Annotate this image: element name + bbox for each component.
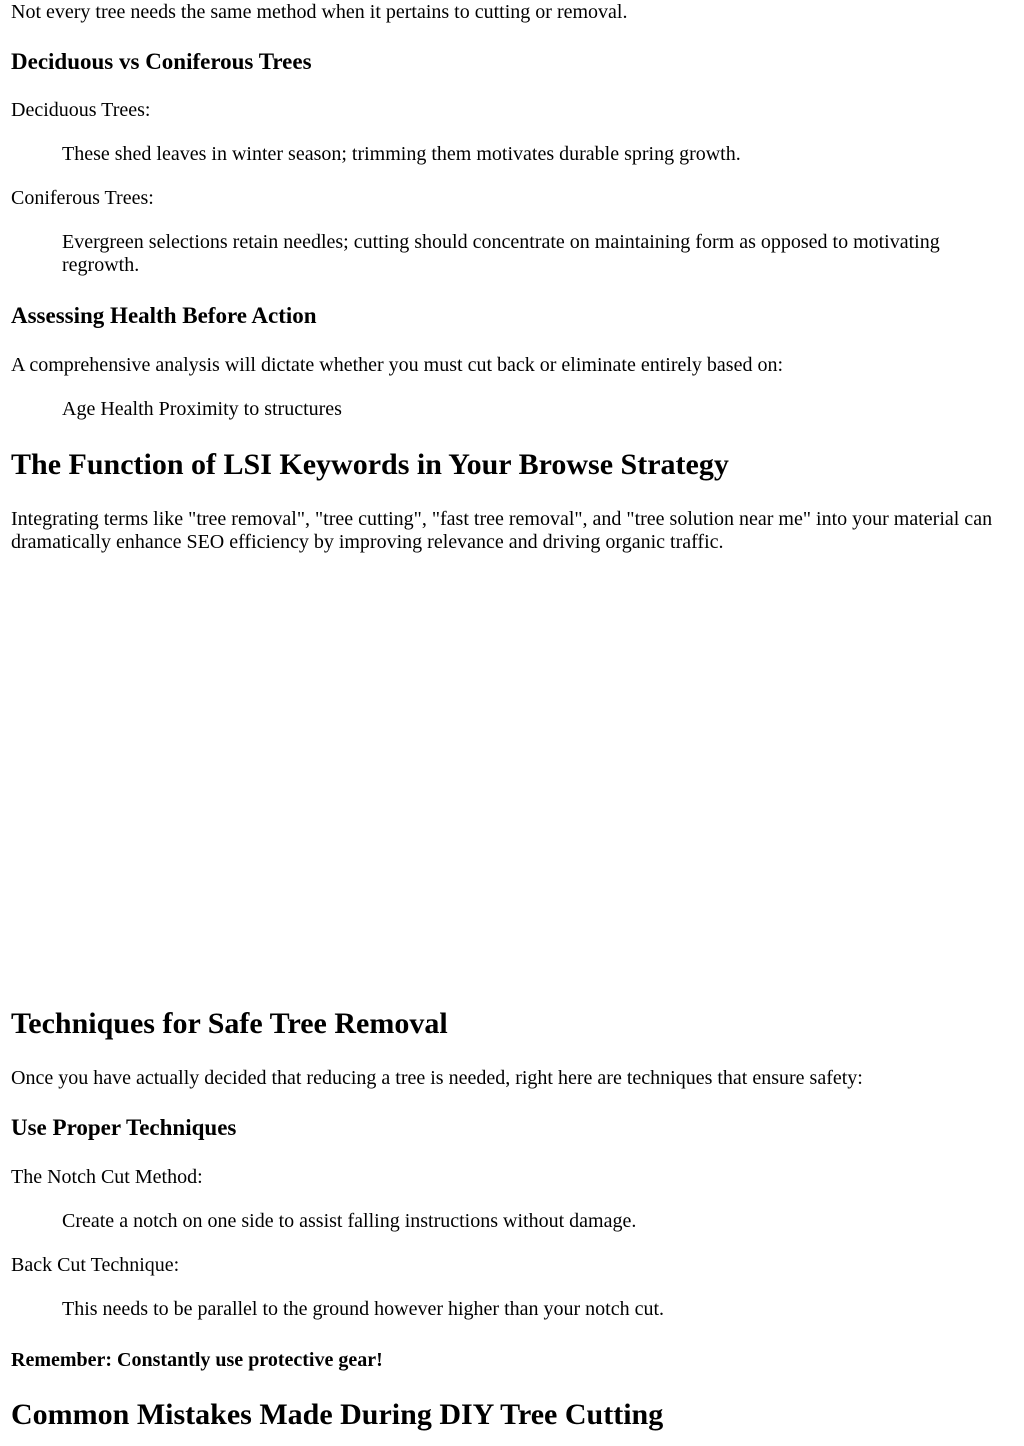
- notch-cut-term: The Notch Cut Method:: [11, 1166, 203, 1188]
- back-cut-term: Back Cut Technique:: [11, 1254, 180, 1276]
- deciduous-description: These shed leaves in winter season; trimming them motivates durable spring growth.: [62, 143, 741, 165]
- coniferous-description: Evergreen selections retain needles; cutting should concentrate on maintaining form as opposed to motivating regrowth.: [62, 231, 940, 276]
- health-factors-list: Age Health Proximity to structures: [62, 398, 342, 420]
- lsi-keywords-paragraph: Integrating terms like "tree removal", "tree cutting", "fast tree removal", and "tree solution near me" into your material can dramatically enhance SEO efficiency by improving relevance and driving organic traffic.: [11, 508, 993, 553]
- assessing-health-heading: Assessing Health Before Action: [11, 303, 317, 328]
- deciduous-coniferous-heading: Deciduous vs Coniferous Trees: [11, 49, 312, 74]
- intro-paragraph: Not every tree needs the same method when it pertains to cutting or removal.: [11, 1, 628, 23]
- safe-removal-heading: Techniques for Safe Tree Removal: [11, 1007, 448, 1040]
- protective-gear-reminder: Remember: Constantly use protective gear!: [11, 1349, 383, 1371]
- proper-techniques-heading: Use Proper Techniques: [11, 1115, 237, 1140]
- deciduous-term: Deciduous Trees:: [11, 99, 151, 121]
- safe-removal-paragraph: Once you have actually decided that reducing a tree is needed, right here are techniques that ensure safety:: [11, 1067, 863, 1089]
- coniferous-term: Coniferous Trees:: [11, 187, 154, 209]
- empty-media-area: [11, 570, 1011, 990]
- lsi-keywords-heading: The Function of LSI Keywords in Your Browse Strategy: [11, 448, 729, 481]
- notch-cut-description: Create a notch on one side to assist falling instructions without damage.: [62, 1210, 637, 1232]
- assessing-health-paragraph: A comprehensive analysis will dictate whether you must cut back or eliminate entirely based on:: [11, 354, 784, 376]
- back-cut-description: This needs to be parallel to the ground however higher than your notch cut.: [62, 1298, 665, 1320]
- common-mistakes-heading: Common Mistakes Made During DIY Tree Cutting: [11, 1398, 664, 1431]
